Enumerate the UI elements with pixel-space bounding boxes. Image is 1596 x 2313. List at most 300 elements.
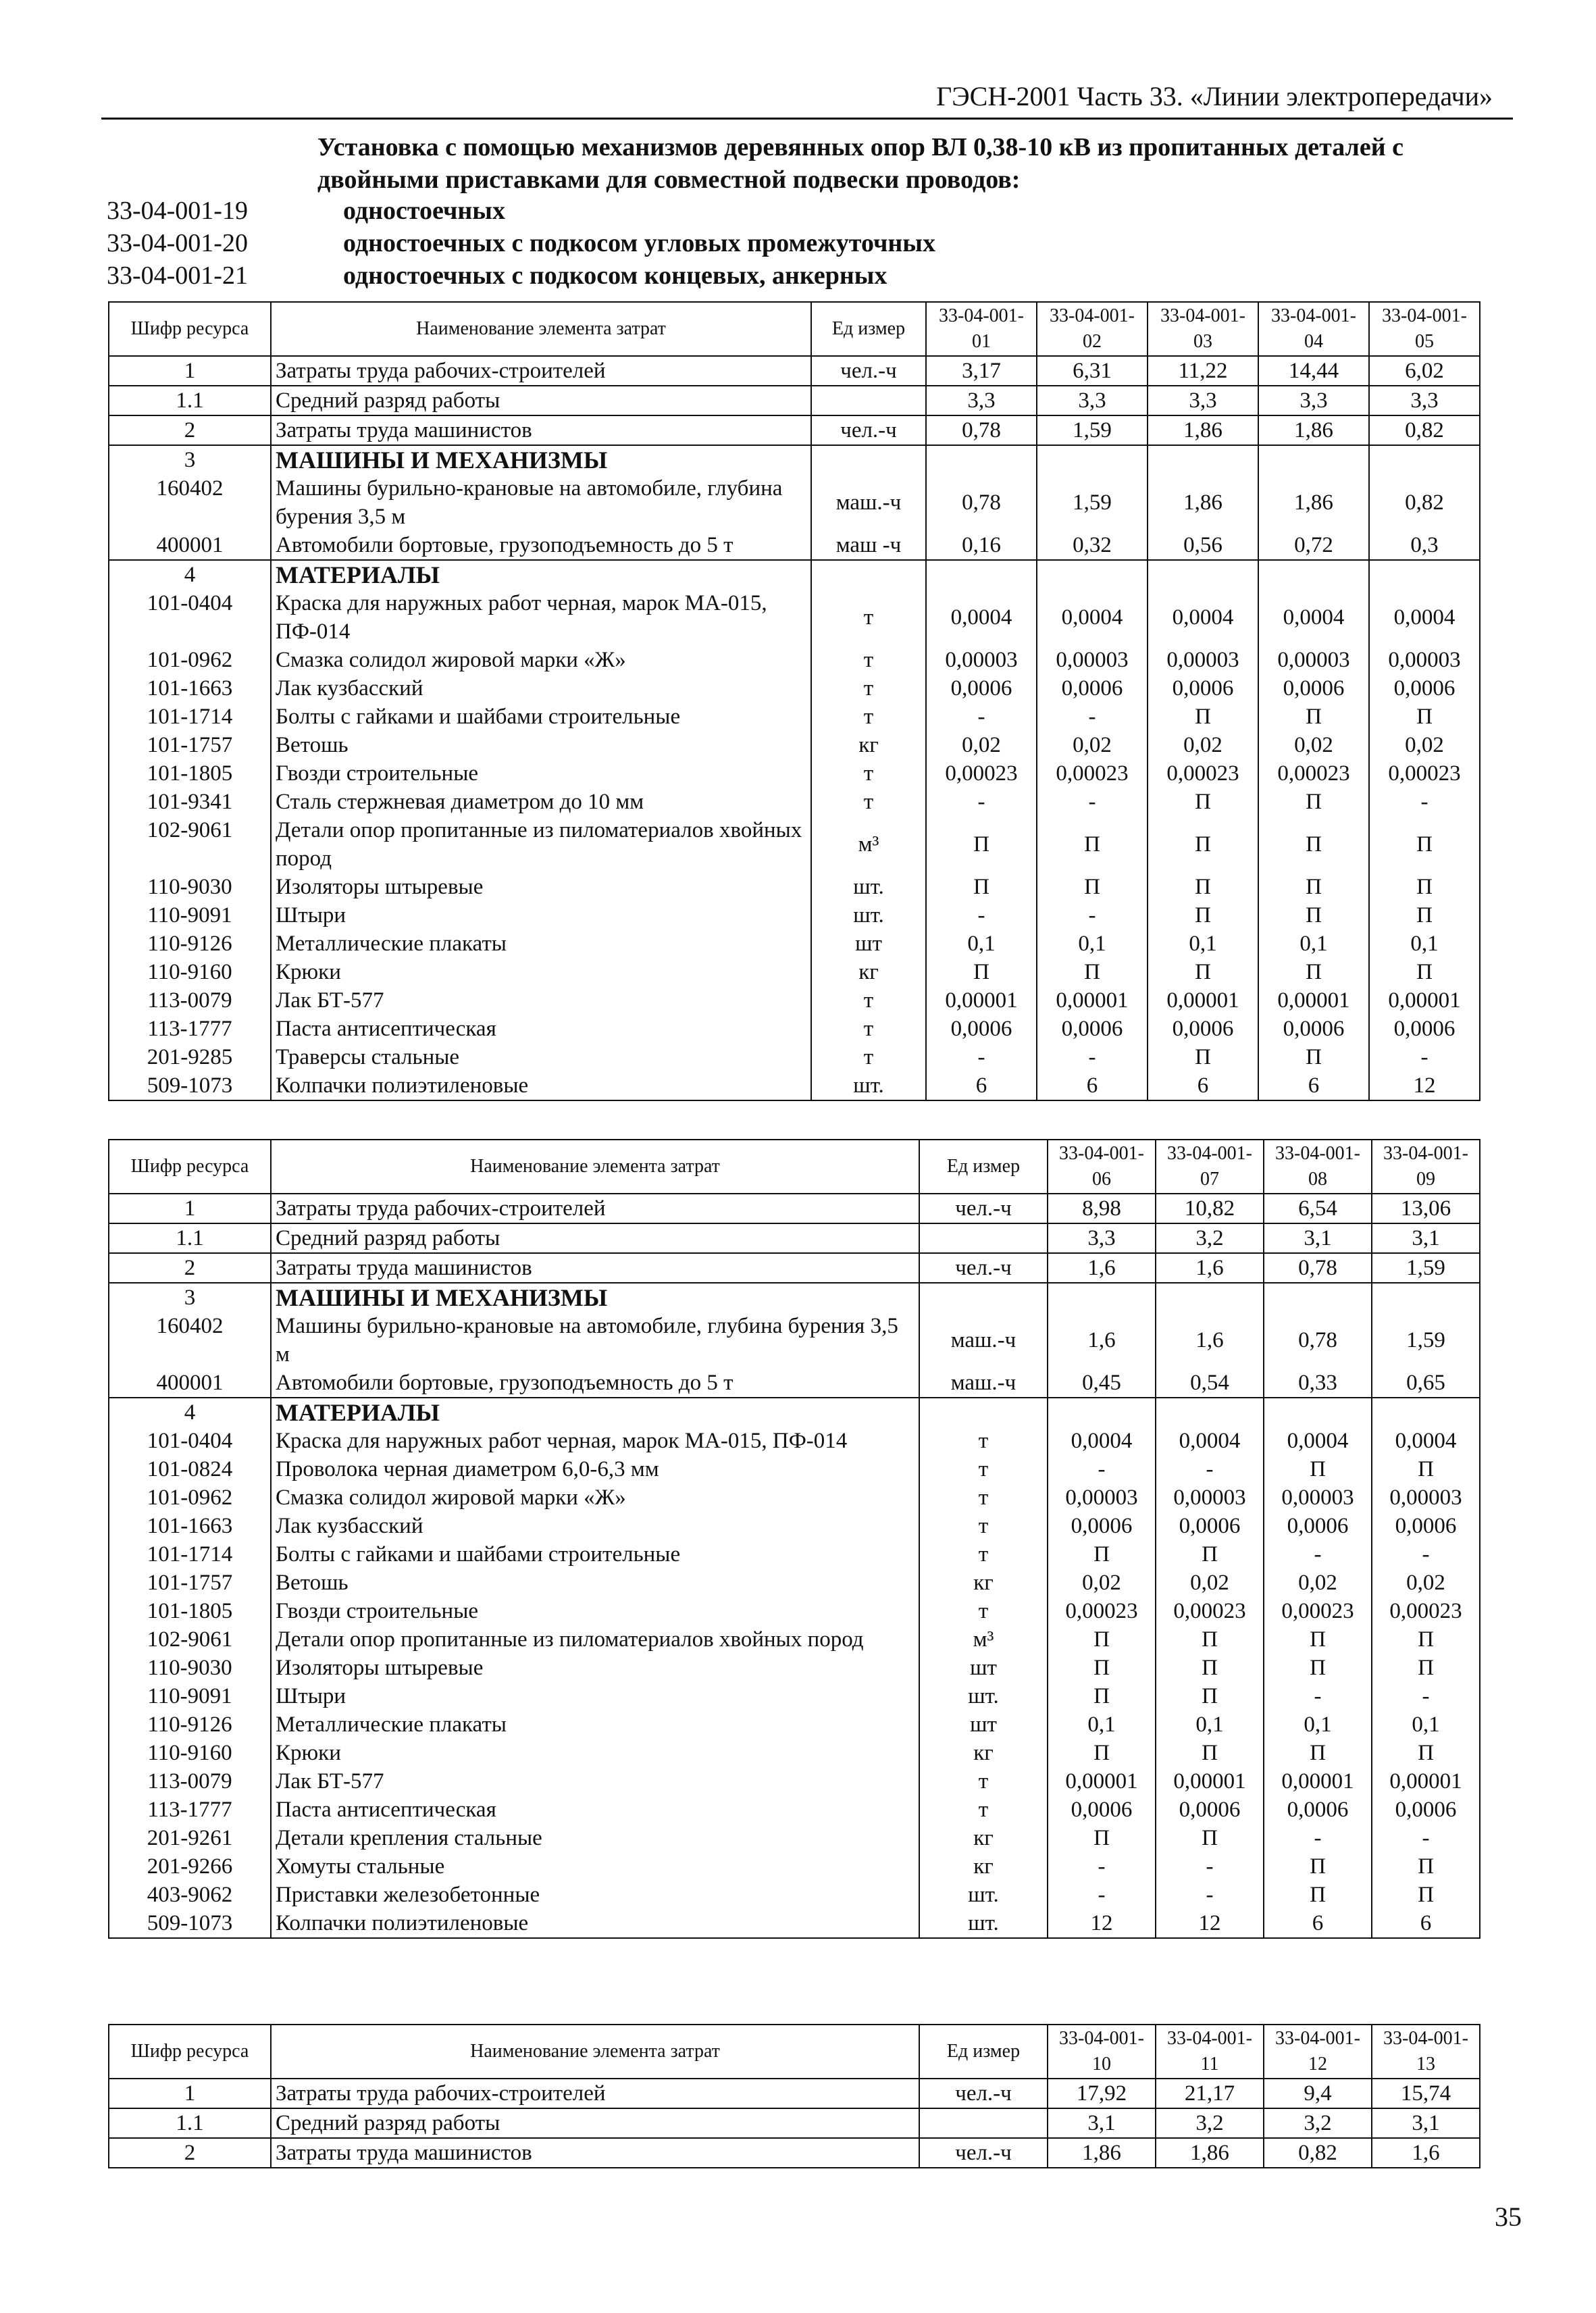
value-cell: П	[1372, 1739, 1480, 1767]
value-cell	[926, 445, 1037, 474]
table-row	[109, 474, 1480, 531]
resource-code: 110-9126	[109, 1710, 271, 1739]
table-row	[109, 445, 1480, 474]
cost-element-name: Затраты труда рабочих-строителей	[271, 1194, 919, 1223]
unit-cell: шт	[811, 930, 926, 958]
table-row	[109, 1253, 1480, 1283]
value-cell: -	[1369, 1043, 1480, 1071]
value-cell: 0,00001	[926, 986, 1037, 1015]
value-cell	[1369, 445, 1480, 474]
table-row	[109, 1796, 1480, 1824]
value-cell: 0,00023	[926, 759, 1037, 788]
cost-element-name: Колпачки полиэтиленовые	[271, 1071, 811, 1100]
value-cell: П	[1148, 816, 1258, 873]
value-cell: 0,0004	[926, 589, 1037, 646]
value-cell: П	[1048, 1682, 1156, 1710]
value-cell: 0,00003	[1369, 646, 1480, 674]
value-cell: 3,3	[1258, 386, 1369, 415]
cost-element-name: Машины бурильно-крановые на автомобиле, глубина бурения 3,5 м	[271, 1312, 919, 1369]
value-cell: -	[1264, 1824, 1372, 1852]
table-row	[109, 759, 1480, 788]
resource-code: 101-1757	[109, 731, 271, 759]
unit-cell: маш -ч	[811, 531, 926, 560]
value-cell: 0,0006	[1156, 1512, 1264, 1540]
column-header: 33-04-001-10	[1048, 2025, 1156, 2079]
cost-element-name: Автомобили бортовые, грузоподъемность до 5 т	[271, 531, 811, 560]
value-cell: 0,33	[1264, 1369, 1372, 1398]
value-cell: -	[926, 703, 1037, 731]
value-cell: 12	[1048, 1909, 1156, 1938]
value-cell: П	[1372, 1625, 1480, 1654]
resource-code: 101-1757	[109, 1569, 271, 1597]
column-header: 33-04-001-06	[1048, 1140, 1156, 1194]
value-cell: 3,3	[1369, 386, 1480, 415]
code-list	[107, 195, 1512, 292]
cost-element-name: Лак БТ-577	[271, 1767, 919, 1796]
value-cell: П	[1264, 1739, 1372, 1767]
resource-code: 113-0079	[109, 1767, 271, 1796]
value-cell: 0,82	[1369, 415, 1480, 445]
table-row	[109, 1483, 1480, 1512]
resource-code: 201-9266	[109, 1852, 271, 1881]
column-header: Наименование элемента затрат	[271, 2025, 919, 2079]
table-row	[109, 1852, 1480, 1881]
value-cell: -	[926, 1043, 1037, 1071]
value-cell: 1,59	[1372, 1253, 1480, 1283]
unit-cell: т	[811, 1015, 926, 1043]
value-cell: П	[1369, 901, 1480, 930]
table-row	[109, 560, 1480, 589]
unit-cell: т	[811, 589, 926, 646]
value-cell: 0,02	[926, 731, 1037, 759]
value-cell: 3,3	[926, 386, 1037, 415]
value-cell: П	[1369, 958, 1480, 986]
resource-code: 110-9126	[109, 930, 271, 958]
value-cell: 0,1	[1037, 930, 1148, 958]
value-cell: 0,00001	[1258, 986, 1369, 1015]
unit-cell: т	[919, 1455, 1048, 1483]
value-cell	[1372, 1283, 1480, 1312]
value-cell: 10,82	[1156, 1194, 1264, 1223]
unit-cell: шт.	[811, 873, 926, 901]
value-cell: 0,0004	[1258, 589, 1369, 646]
value-cell: 3,3	[1037, 386, 1148, 415]
resource-code: 110-9030	[109, 1654, 271, 1682]
value-cell: 0,1	[926, 930, 1037, 958]
resource-code: 1	[109, 2079, 271, 2108]
unit-cell: шт	[919, 1710, 1048, 1739]
resource-code: 403-9062	[109, 1881, 271, 1909]
value-cell: 0,0006	[1264, 1796, 1372, 1824]
unit-cell: чел.-ч	[811, 356, 926, 386]
table-row	[109, 1312, 1480, 1369]
value-cell: 0,0006	[1037, 1015, 1148, 1043]
value-cell	[1264, 1398, 1372, 1427]
value-cell: 3,3	[1048, 1223, 1156, 1253]
cost-element-name: Крюки	[271, 958, 811, 986]
value-cell: 1,6	[1156, 1253, 1264, 1283]
value-cell: 0,0004	[1148, 589, 1258, 646]
value-cell: 0,00003	[926, 646, 1037, 674]
value-cell: 0,00003	[1264, 1483, 1372, 1512]
resource-code: 3	[109, 445, 271, 474]
unit-cell: т	[811, 703, 926, 731]
unit-cell: т	[919, 1483, 1048, 1512]
resource-table-2	[108, 1139, 1481, 1939]
value-cell: 13,06	[1372, 1194, 1480, 1223]
resource-code: 509-1073	[109, 1909, 271, 1938]
resource-code: 110-9160	[109, 1739, 271, 1767]
table-row	[109, 788, 1480, 816]
cost-element-name: Паста антисептическая	[271, 1015, 811, 1043]
resource-code: 101-1663	[109, 674, 271, 703]
resource-code: 4	[109, 1398, 271, 1427]
value-cell: П	[1156, 1824, 1264, 1852]
value-cell: 0,0004	[1156, 1427, 1264, 1455]
column-header: 33-04-001-01	[926, 302, 1037, 356]
value-cell: 0,00001	[1037, 986, 1148, 1015]
table-row	[109, 1710, 1480, 1739]
resource-table-3	[108, 2024, 1481, 2168]
unit-cell	[811, 560, 926, 589]
unit-cell	[919, 1283, 1048, 1312]
value-cell: 0,0006	[1258, 674, 1369, 703]
cost-element-name: Затраты труда рабочих-строителей	[271, 2079, 919, 2108]
value-cell: 0,0004	[1264, 1427, 1372, 1455]
cost-element-name: Штыри	[271, 1682, 919, 1710]
table-row	[109, 986, 1480, 1015]
value-cell: П	[1037, 816, 1148, 873]
cost-element-name: Лак БТ-577	[271, 986, 811, 1015]
value-cell	[1156, 1283, 1264, 1312]
value-cell: 0,72	[1258, 531, 1369, 560]
value-cell: 6,31	[1037, 356, 1148, 386]
resource-code: 101-9341	[109, 788, 271, 816]
value-cell	[1048, 1398, 1156, 1427]
value-cell: П	[1258, 958, 1369, 986]
value-cell: П	[1264, 1625, 1372, 1654]
value-cell: 0,00023	[1148, 759, 1258, 788]
value-cell: 6	[1372, 1909, 1480, 1938]
value-cell: П	[1048, 1625, 1156, 1654]
value-cell: 0,78	[1264, 1253, 1372, 1283]
column-header: Шифр ресурса	[109, 302, 271, 356]
code-number: 33-04-001-19	[107, 197, 248, 225]
cost-element-name: Средний разряд работы	[271, 386, 811, 415]
cost-element-name: Изоляторы штыревые	[271, 1654, 919, 1682]
table-row	[109, 1569, 1480, 1597]
resource-code: 400001	[109, 1369, 271, 1398]
value-cell: 0,00023	[1264, 1597, 1372, 1625]
cost-element-name: Металлические плакаты	[271, 930, 811, 958]
resource-code: 3	[109, 1283, 271, 1312]
unit-cell: т	[919, 1767, 1048, 1796]
value-cell: 0,0006	[1048, 1796, 1156, 1824]
value-cell: 3,1	[1372, 1223, 1480, 1253]
resource-code: 201-9285	[109, 1043, 271, 1071]
table-row	[109, 1283, 1480, 1312]
value-cell: 1,86	[1258, 415, 1369, 445]
table-row	[109, 1654, 1480, 1682]
column-header: Шифр ресурса	[109, 2025, 271, 2079]
unit-cell: кг	[919, 1824, 1048, 1852]
value-cell: 0,0006	[1156, 1796, 1264, 1824]
table-row	[109, 1512, 1480, 1540]
cost-element-name: Штыри	[271, 901, 811, 930]
value-cell: 1,86	[1156, 2138, 1264, 2168]
value-cell: -	[1156, 1852, 1264, 1881]
value-cell: 1,86	[1048, 2138, 1156, 2168]
resource-code: 101-0404	[109, 589, 271, 646]
value-cell: 0,00023	[1369, 759, 1480, 788]
value-cell: П	[1372, 1654, 1480, 1682]
value-cell: 6	[1258, 1071, 1369, 1100]
value-cell: П	[1369, 873, 1480, 901]
resource-code: 1.1	[109, 2108, 271, 2138]
value-cell: 0,00001	[1156, 1767, 1264, 1796]
value-cell: П	[1148, 703, 1258, 731]
header-title: ГЭСН-2001 Часть 33. «Линии электропередачи»	[936, 81, 1493, 111]
value-cell: 9,4	[1264, 2079, 1372, 2108]
cost-element-name: Затраты труда машинистов	[271, 1253, 919, 1283]
column-header: 33-04-001-09	[1372, 1140, 1480, 1194]
column-header: 33-04-001-13	[1372, 2025, 1480, 2079]
table-row	[109, 816, 1480, 873]
value-cell: П	[1258, 901, 1369, 930]
value-cell: П	[1372, 1852, 1480, 1881]
table-row	[109, 873, 1480, 901]
value-cell: 1,86	[1258, 474, 1369, 531]
value-cell: 0,0006	[1148, 674, 1258, 703]
unit-cell	[811, 386, 926, 415]
value-cell: П	[1156, 1540, 1264, 1569]
cost-element-name: МАТЕРИАЛЫ	[271, 1398, 919, 1427]
cost-element-name: Лак кузбасский	[271, 1512, 919, 1540]
table-row	[109, 958, 1480, 986]
unit-cell: кг	[919, 1852, 1048, 1881]
value-cell: 3,2	[1156, 2108, 1264, 2138]
table-row	[109, 2138, 1480, 2168]
value-cell: 0,1	[1372, 1710, 1480, 1739]
unit-cell: т	[919, 1540, 1048, 1569]
unit-cell	[919, 1223, 1048, 1253]
table-row	[109, 901, 1480, 930]
unit-cell: т	[919, 1427, 1048, 1455]
table-row	[109, 1043, 1480, 1071]
value-cell: П	[1372, 1455, 1480, 1483]
value-cell: -	[926, 788, 1037, 816]
resource-code: 2	[109, 2138, 271, 2168]
value-cell: П	[1369, 703, 1480, 731]
value-cell	[1156, 1398, 1264, 1427]
value-cell: 0,54	[1156, 1369, 1264, 1398]
cost-element-name: Затраты труда машинистов	[271, 2138, 919, 2168]
value-cell	[1037, 445, 1148, 474]
value-cell: 17,92	[1048, 2079, 1156, 2108]
value-cell: 6	[1264, 1909, 1372, 1938]
unit-cell: шт.	[919, 1881, 1048, 1909]
value-cell	[1264, 1283, 1372, 1312]
value-cell: 0,1	[1369, 930, 1480, 958]
value-cell: 0,00023	[1156, 1597, 1264, 1625]
cost-element-name: Краска для наружных работ черная, марок МА-015, ПФ-014	[271, 1427, 919, 1455]
value-cell: 0,0006	[1048, 1512, 1156, 1540]
unit-cell: т	[919, 1796, 1048, 1824]
table-row	[109, 1540, 1480, 1569]
value-cell: 0,02	[1264, 1569, 1372, 1597]
cost-element-name: Гвозди строительные	[271, 759, 811, 788]
cost-element-name: Лак кузбасский	[271, 674, 811, 703]
value-cell: -	[1372, 1824, 1480, 1852]
value-cell: 21,17	[1156, 2079, 1264, 2108]
resource-code: 4	[109, 560, 271, 589]
unit-cell	[919, 1398, 1048, 1427]
resource-code: 101-1714	[109, 703, 271, 731]
value-cell	[1148, 560, 1258, 589]
unit-cell: чел.-ч	[919, 1253, 1048, 1283]
table-row	[109, 531, 1480, 560]
cost-element-name: Детали опор пропитанные из пиломатериалов хвойных пород	[271, 816, 811, 873]
value-cell	[1148, 445, 1258, 474]
value-cell: 0,00023	[1048, 1597, 1156, 1625]
value-cell: П	[1264, 1455, 1372, 1483]
cost-element-name: Хомуты стальные	[271, 1852, 919, 1881]
cost-element-name: Смазка солидол жировой марки «Ж»	[271, 1483, 919, 1512]
value-cell	[1037, 560, 1148, 589]
value-cell: 0,00001	[1369, 986, 1480, 1015]
cost-element-name: Затраты труда машинистов	[271, 415, 811, 445]
column-header: 33-04-001-03	[1148, 302, 1258, 356]
resource-code: 1.1	[109, 1223, 271, 1253]
resource-code: 2	[109, 1253, 271, 1283]
code-item	[107, 227, 1512, 259]
value-cell: 3,1	[1048, 2108, 1156, 2138]
value-cell: 0,45	[1048, 1369, 1156, 1398]
table-row	[109, 1767, 1480, 1796]
value-cell: 0,02	[1372, 1569, 1480, 1597]
cost-element-name: Изоляторы штыревые	[271, 873, 811, 901]
value-cell: 1,86	[1148, 415, 1258, 445]
value-cell: П	[1148, 873, 1258, 901]
cost-element-name: Траверсы стальные	[271, 1043, 811, 1071]
resource-code: 101-0962	[109, 1483, 271, 1512]
value-cell: -	[1048, 1455, 1156, 1483]
cost-element-name: Крюки	[271, 1739, 919, 1767]
value-cell: 0,0006	[1372, 1796, 1480, 1824]
table-row	[109, 1682, 1480, 1710]
value-cell: 11,22	[1148, 356, 1258, 386]
unit-cell: м³	[919, 1625, 1048, 1654]
value-cell: 0,1	[1258, 930, 1369, 958]
value-cell: 3,2	[1264, 2108, 1372, 2138]
code-number: 33-04-001-20	[107, 229, 248, 257]
cost-element-name: Проволока черная диаметром 6,0-6,3 мм	[271, 1455, 919, 1483]
value-cell: П	[1156, 1654, 1264, 1682]
unit-cell: т	[811, 1043, 926, 1071]
value-cell: П	[1048, 1824, 1156, 1852]
unit-cell: чел.-ч	[919, 2138, 1048, 2168]
value-cell: П	[1156, 1739, 1264, 1767]
unit-cell: чел.-ч	[811, 415, 926, 445]
resource-code: 101-0962	[109, 646, 271, 674]
value-cell: П	[1258, 788, 1369, 816]
value-cell: -	[1372, 1682, 1480, 1710]
value-cell: П	[1258, 1043, 1369, 1071]
value-cell: 1,6	[1048, 1312, 1156, 1369]
unit-cell: шт.	[919, 1682, 1048, 1710]
value-cell: -	[926, 901, 1037, 930]
column-header: Ед измер	[811, 302, 926, 356]
resource-code: 110-9160	[109, 958, 271, 986]
table-row	[109, 1015, 1480, 1043]
value-cell: 0,0006	[1369, 1015, 1480, 1043]
table-row	[109, 1223, 1480, 1253]
resource-code: 102-9061	[109, 1625, 271, 1654]
column-header: 33-04-001-12	[1264, 2025, 1372, 2079]
value-cell: -	[1264, 1540, 1372, 1569]
value-cell: -	[1037, 901, 1148, 930]
table-row	[109, 1597, 1480, 1625]
column-header: 33-04-001-04	[1258, 302, 1369, 356]
value-cell	[1372, 1398, 1480, 1427]
cost-element-name: Детали опор пропитанные из пиломатериалов хвойных пород	[271, 1625, 919, 1654]
value-cell	[926, 560, 1037, 589]
value-cell: П	[1264, 1654, 1372, 1682]
section-caption: Установка с помощью механизмов деревянных опор ВЛ 0,38-10 кВ из пропитанных деталей с двойными приставками для совместной подвески проводов:	[317, 133, 1404, 194]
value-cell: П	[1156, 1625, 1264, 1654]
table-row	[109, 1071, 1480, 1100]
value-cell	[1258, 560, 1369, 589]
value-cell: П	[1258, 816, 1369, 873]
value-cell: 0,00001	[1148, 986, 1258, 1015]
cost-element-name: Средний разряд работы	[271, 2108, 919, 2138]
value-cell: П	[1369, 816, 1480, 873]
table-row	[109, 1427, 1480, 1455]
page-number: 35	[1495, 2202, 1522, 2232]
column-header: Наименование элемента затрат	[271, 302, 811, 356]
value-cell: 0,1	[1048, 1710, 1156, 1739]
table-row	[109, 646, 1480, 674]
value-cell: 0,82	[1369, 474, 1480, 531]
table-row	[109, 2079, 1480, 2108]
table-row	[109, 731, 1480, 759]
value-cell: 0,0004	[1048, 1427, 1156, 1455]
value-cell: П	[926, 873, 1037, 901]
resource-code: 110-9091	[109, 901, 271, 930]
table-header-row	[109, 2025, 1480, 2079]
table-row	[109, 1625, 1480, 1654]
value-cell: 0,00003	[1037, 646, 1148, 674]
value-cell: 6	[926, 1071, 1037, 1100]
value-cell: 1,6	[1156, 1312, 1264, 1369]
column-header: 33-04-001-07	[1156, 1140, 1264, 1194]
cost-element-name: Смазка солидол жировой марки «Ж»	[271, 646, 811, 674]
cost-element-name: Болты с гайками и шайбами строительные	[271, 703, 811, 731]
value-cell: П	[1258, 703, 1369, 731]
value-cell: 0,02	[1048, 1569, 1156, 1597]
resource-code: 1	[109, 356, 271, 386]
unit-cell: кг	[811, 958, 926, 986]
column-header: 33-04-001-05	[1369, 302, 1480, 356]
value-cell: 0,32	[1037, 531, 1148, 560]
column-header: 33-04-001-11	[1156, 2025, 1264, 2079]
value-cell: П	[926, 816, 1037, 873]
cost-element-name: Приставки железобетонные	[271, 1881, 919, 1909]
value-cell: 0,0006	[1369, 674, 1480, 703]
value-cell: 0,00023	[1372, 1597, 1480, 1625]
column-header: Ед измер	[919, 1140, 1048, 1194]
value-cell: П	[1048, 1540, 1156, 1569]
